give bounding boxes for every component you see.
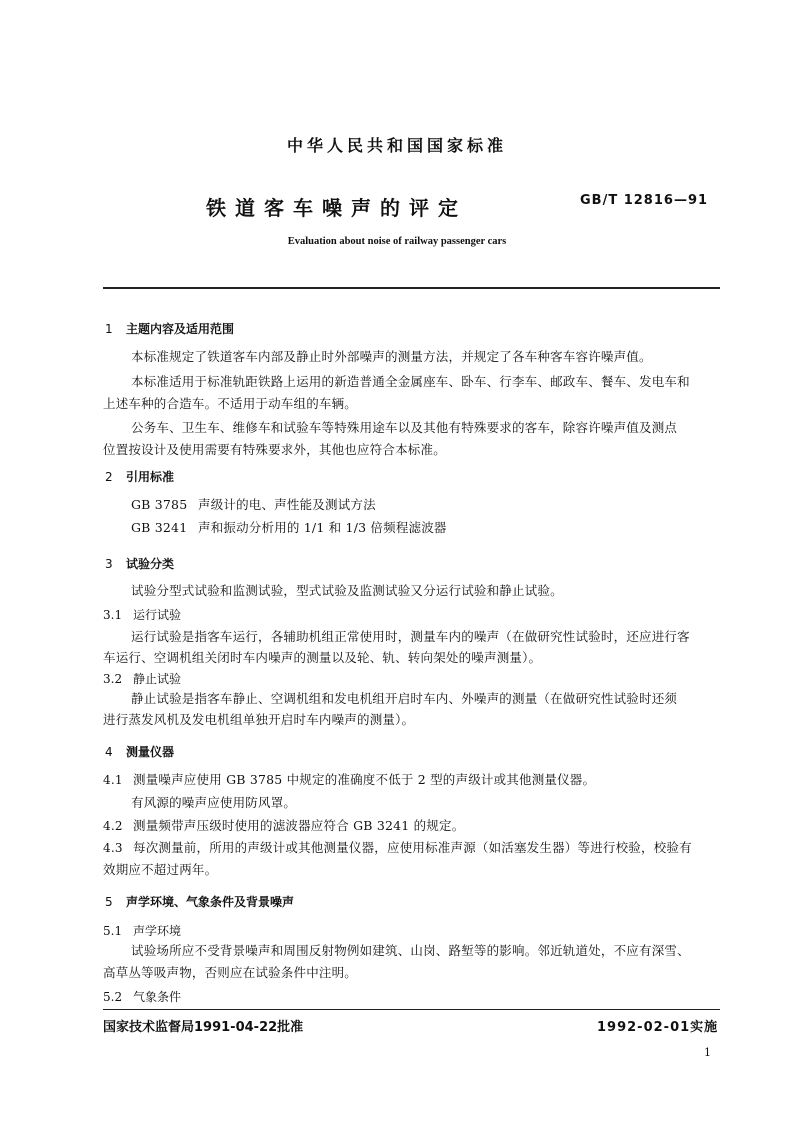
document-title: 铁道客车噪声的评定 xyxy=(206,196,467,220)
subsection-5-1-line-2: 高草丛等吸声物，否则应在试验条件中注明。 xyxy=(103,965,358,980)
section-5-heading: 5 声学环境、气象条件及背景噪声 xyxy=(105,895,295,909)
subsection-5-1-heading: 5.1 声学环境 xyxy=(103,924,182,938)
clause-4-2: 4.2 测量频带声压级时使用的滤波器应符合 GB 3241 的规定。 xyxy=(103,818,465,833)
subsection-3-2-line-1: 静止试验是指客车静止、空调机组和发电机组开启时车内、外噪声的测量（在做研究性试验时还须 xyxy=(131,691,678,706)
english-title: Evaluation about noise of railway passenger cars xyxy=(287,236,507,247)
approval-date: 国家技术监督局1991-04-22批准 xyxy=(103,1020,304,1035)
subsection-3-1-line-1: 运行试验是指客车运行，各辅助机组正常使用时，测量车内的噪声（在做研究性试验时，还应进行客 xyxy=(131,629,690,644)
subsection-3-2-heading: 3.2 静止试验 xyxy=(103,672,182,686)
subsection-3-1-heading: 3.1 运行试验 xyxy=(103,608,182,622)
section-4-heading: 4 测量仪器 xyxy=(105,745,175,759)
section-1-paragraph-3-line-2: 位置按设计及使用需要有特殊要求外，其他也应符合本标准。 xyxy=(103,442,446,457)
header-divider xyxy=(103,287,720,289)
reference-item: GB 3241 声和振动分析用的 1/1 和 1/3 倍频程滤波器 xyxy=(131,520,447,535)
page-number: 1 xyxy=(704,1046,711,1059)
section-1-paragraph-1: 本标准规定了铁道客车内部及静止时外部噪声的测量方法，并规定了各车种客车容许噪声值。 xyxy=(131,349,652,364)
standard-code: GB/T 12816—91 xyxy=(580,193,709,208)
national-standard-heading: 中华人民共和国国家标准 xyxy=(286,136,507,155)
section-3-heading: 3 试验分类 xyxy=(105,557,175,571)
section-3-paragraph: 试验分型式试验和监测试验，型式试验及监测试验又分运行试验和静止试验。 xyxy=(131,583,563,598)
subsection-3-1-line-2: 车运行、空调机组关闭时车内噪声的测量以及轮、轨、转向架处的噪声测量）。 xyxy=(103,650,542,665)
effective-date: 1992-02-01实施 xyxy=(597,1020,719,1035)
clause-4-3-line-2: 效期应不超过两年。 xyxy=(103,862,218,877)
subsection-3-2-line-2: 进行蒸发风机及发电机组单独开启时车内噪声的测量）。 xyxy=(103,712,415,727)
section-1-paragraph-2-line-2: 上述车种的合造车。不适用于动车组的车辆。 xyxy=(103,396,358,411)
subsection-5-1-line-1: 试验场所应不受背景噪声和周围反射物例如建筑、山岗、路堑等的影响。邻近轨道处，不应有深雪、 xyxy=(131,943,690,958)
section-1-paragraph-2-line-1: 本标准适用于标准轨距铁路上运用的新造普通全金属座车、卧车、行李车、邮政车、餐车、发电车和 xyxy=(131,374,690,389)
section-2-heading: 2 引用标准 xyxy=(105,470,175,484)
section-1-paragraph-3-line-1: 公务车、卫生车、维修车和试验车等特殊用途车以及其他有特殊要求的客车，除容许噪声值及测点 xyxy=(131,420,678,435)
clause-4-3-line-1: 4.3 每次测量前，所用的声级计或其他测量仪器，应使用标准声源（如活塞发生器）等进行校验，校验有 xyxy=(103,840,692,855)
footer-divider xyxy=(103,1009,720,1010)
clause-4-1-line-1: 4.1 测量噪声应使用 GB 3785 中规定的准确度不低于 2 型的声级计或其他测量仪器。 xyxy=(103,772,596,787)
clause-4-1-line-2: 有风源的噪声应使用防风罩。 xyxy=(131,795,297,810)
reference-item: GB 3785 声级计的电、声性能及测试方法 xyxy=(131,497,376,512)
section-1-heading: 1 主题内容及适用范围 xyxy=(105,322,235,336)
subsection-5-2-heading: 5.2 气象条件 xyxy=(103,990,182,1004)
